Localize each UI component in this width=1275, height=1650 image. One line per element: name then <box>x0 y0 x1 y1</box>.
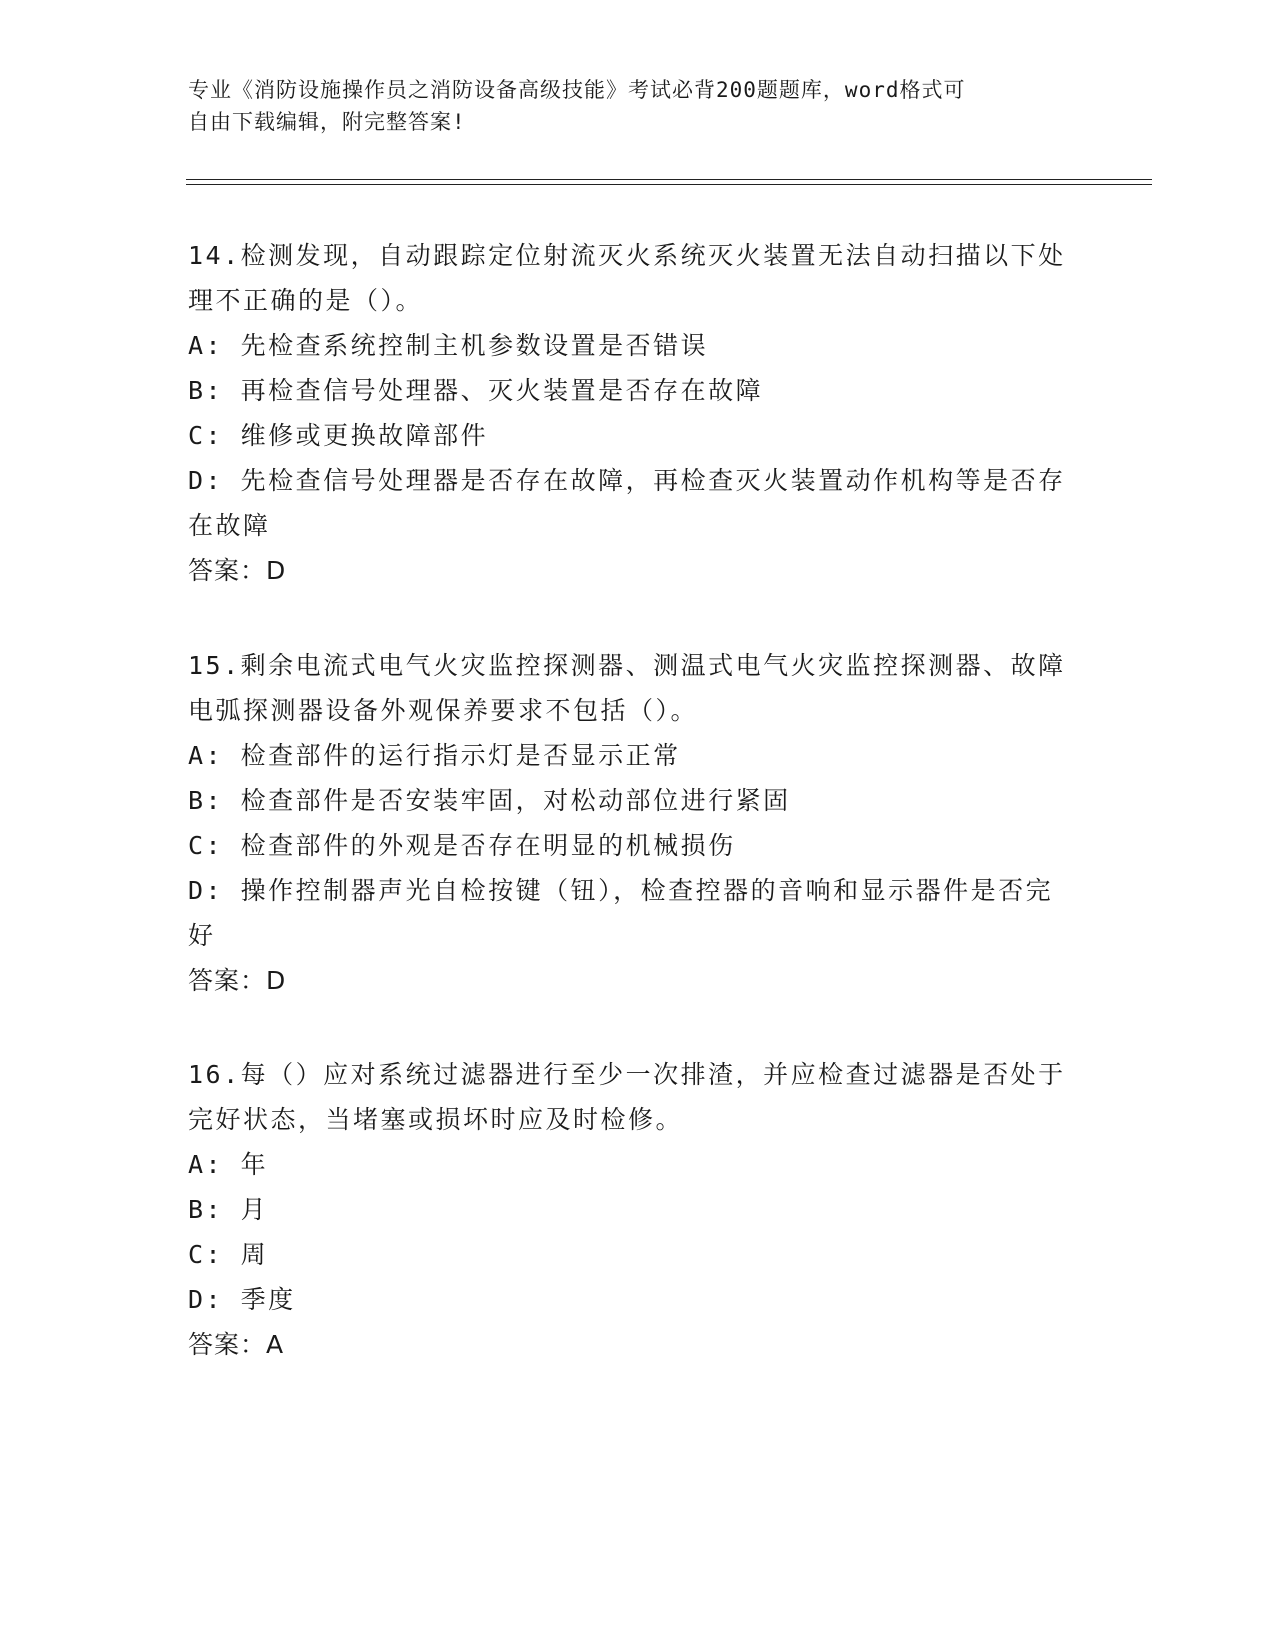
option-d: D: 季度 <box>188 1285 296 1314</box>
question-stem: 14.检测发现，自动跟踪定位射流灭火系统灭火装置无法自动扫描以下处理不正确的是（）。 <box>188 241 1066 315</box>
header-divider-top <box>186 179 1152 180</box>
option-a: A: 检查部件的运行指示灯是否显示正常 <box>188 741 681 770</box>
option-a: A: 先检查系统控制主机参数设置是否错误 <box>188 331 709 360</box>
question-stem: 16.每（）应对系统过滤器进行至少一次排渣，并应检查过滤器是否处于完好状态，当堵塞或损坏时应及时检修。 <box>188 1060 1066 1134</box>
option-c: C: 检查部件的外观是否存在明显的机械损伤 <box>188 831 736 860</box>
option-d: D: 操作控制器声光自检按键（钮），检查控器的音响和显示器件是否完好 <box>188 876 1054 950</box>
header-line-2: 自由下载编辑，附完整答案! <box>188 110 466 134</box>
option-b: B: 检查部件是否安装牢固，对松动部位进行紧固 <box>188 786 791 815</box>
option-d: D: 先检查信号处理器是否存在故障，再检查灭火装置动作机构等是否存在故障 <box>188 466 1066 540</box>
answer-line: 答案：D <box>188 966 287 995</box>
option-c: C: 周 <box>188 1240 269 1269</box>
question-15 <box>188 643 1068 1003</box>
option-b: B: 月 <box>188 1195 269 1224</box>
document-header <box>188 74 1068 138</box>
question-14 <box>188 233 1068 593</box>
header-divider-bottom <box>186 184 1152 185</box>
option-a: A: 年 <box>188 1150 269 1179</box>
question-16 <box>188 1052 1068 1367</box>
header-line-1: 专业《消防设施操作员之消防设备高级技能》考试必背200题题库，word格式可 <box>188 78 966 102</box>
option-b: B: 再检查信号处理器、灭火装置是否存在故障 <box>188 376 764 405</box>
option-c: C: 维修或更换故障部件 <box>188 421 489 450</box>
answer-line: 答案：A <box>188 1330 285 1359</box>
answer-line: 答案：D <box>188 556 287 585</box>
question-stem: 15.剩余电流式电气火灾监控探测器、测温式电气火灾监控探测器、故障电弧探测器设备外观保养要求不包括（）。 <box>188 651 1066 725</box>
